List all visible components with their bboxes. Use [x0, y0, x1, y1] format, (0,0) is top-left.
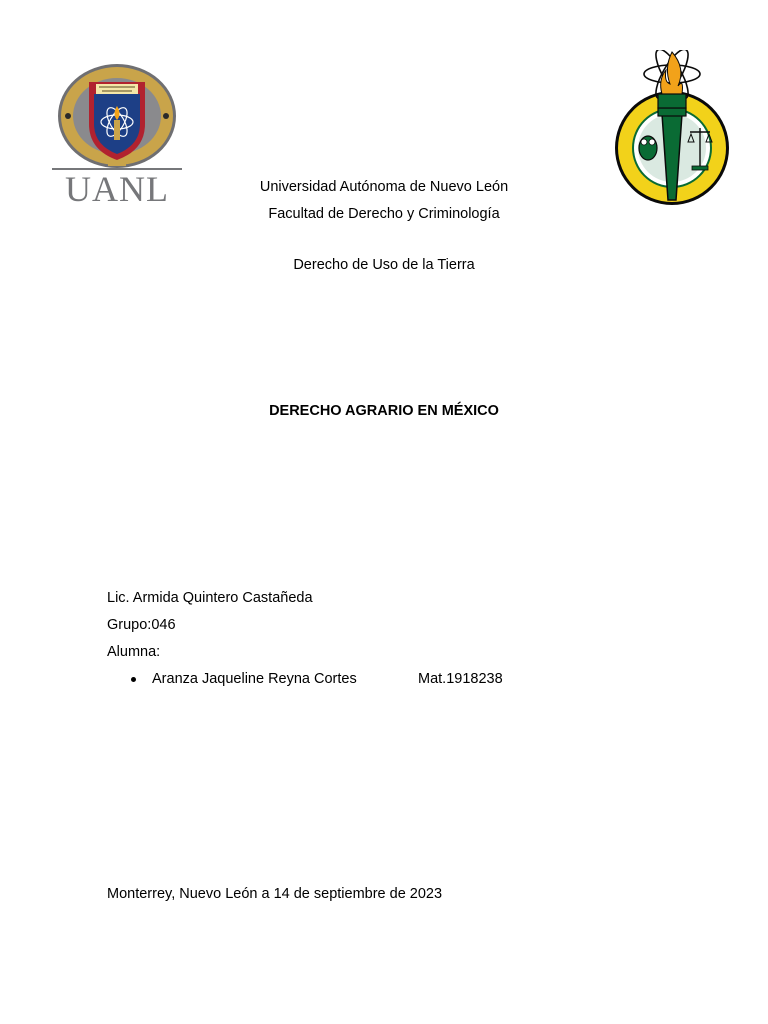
group-label: Grupo:046 — [107, 617, 176, 633]
uanl-shield-icon — [56, 62, 178, 170]
professor-name: Lic. Armida Quintero Castañeda — [107, 590, 313, 606]
student-id: Mat.1918238 — [418, 671, 503, 687]
faculty-name: Facultad de Derecho y Criminología — [268, 206, 500, 222]
uanl-wordmark: UANL — [52, 168, 182, 208]
bullet-icon — [131, 677, 136, 682]
place-date: Monterrey, Nuevo León a 14 de septiembre de 2023 — [107, 886, 443, 902]
document-title: DERECHO AGRARIO EN MÉXICO — [269, 403, 499, 419]
student-name: Aranza Jaqueline Reyna Cortes — [152, 671, 357, 687]
university-name: Universidad Autónoma de Nuevo León — [259, 179, 509, 195]
course-name: Derecho de Uso de la Tierra — [293, 257, 475, 273]
student-label: Alumna: — [107, 644, 161, 660]
